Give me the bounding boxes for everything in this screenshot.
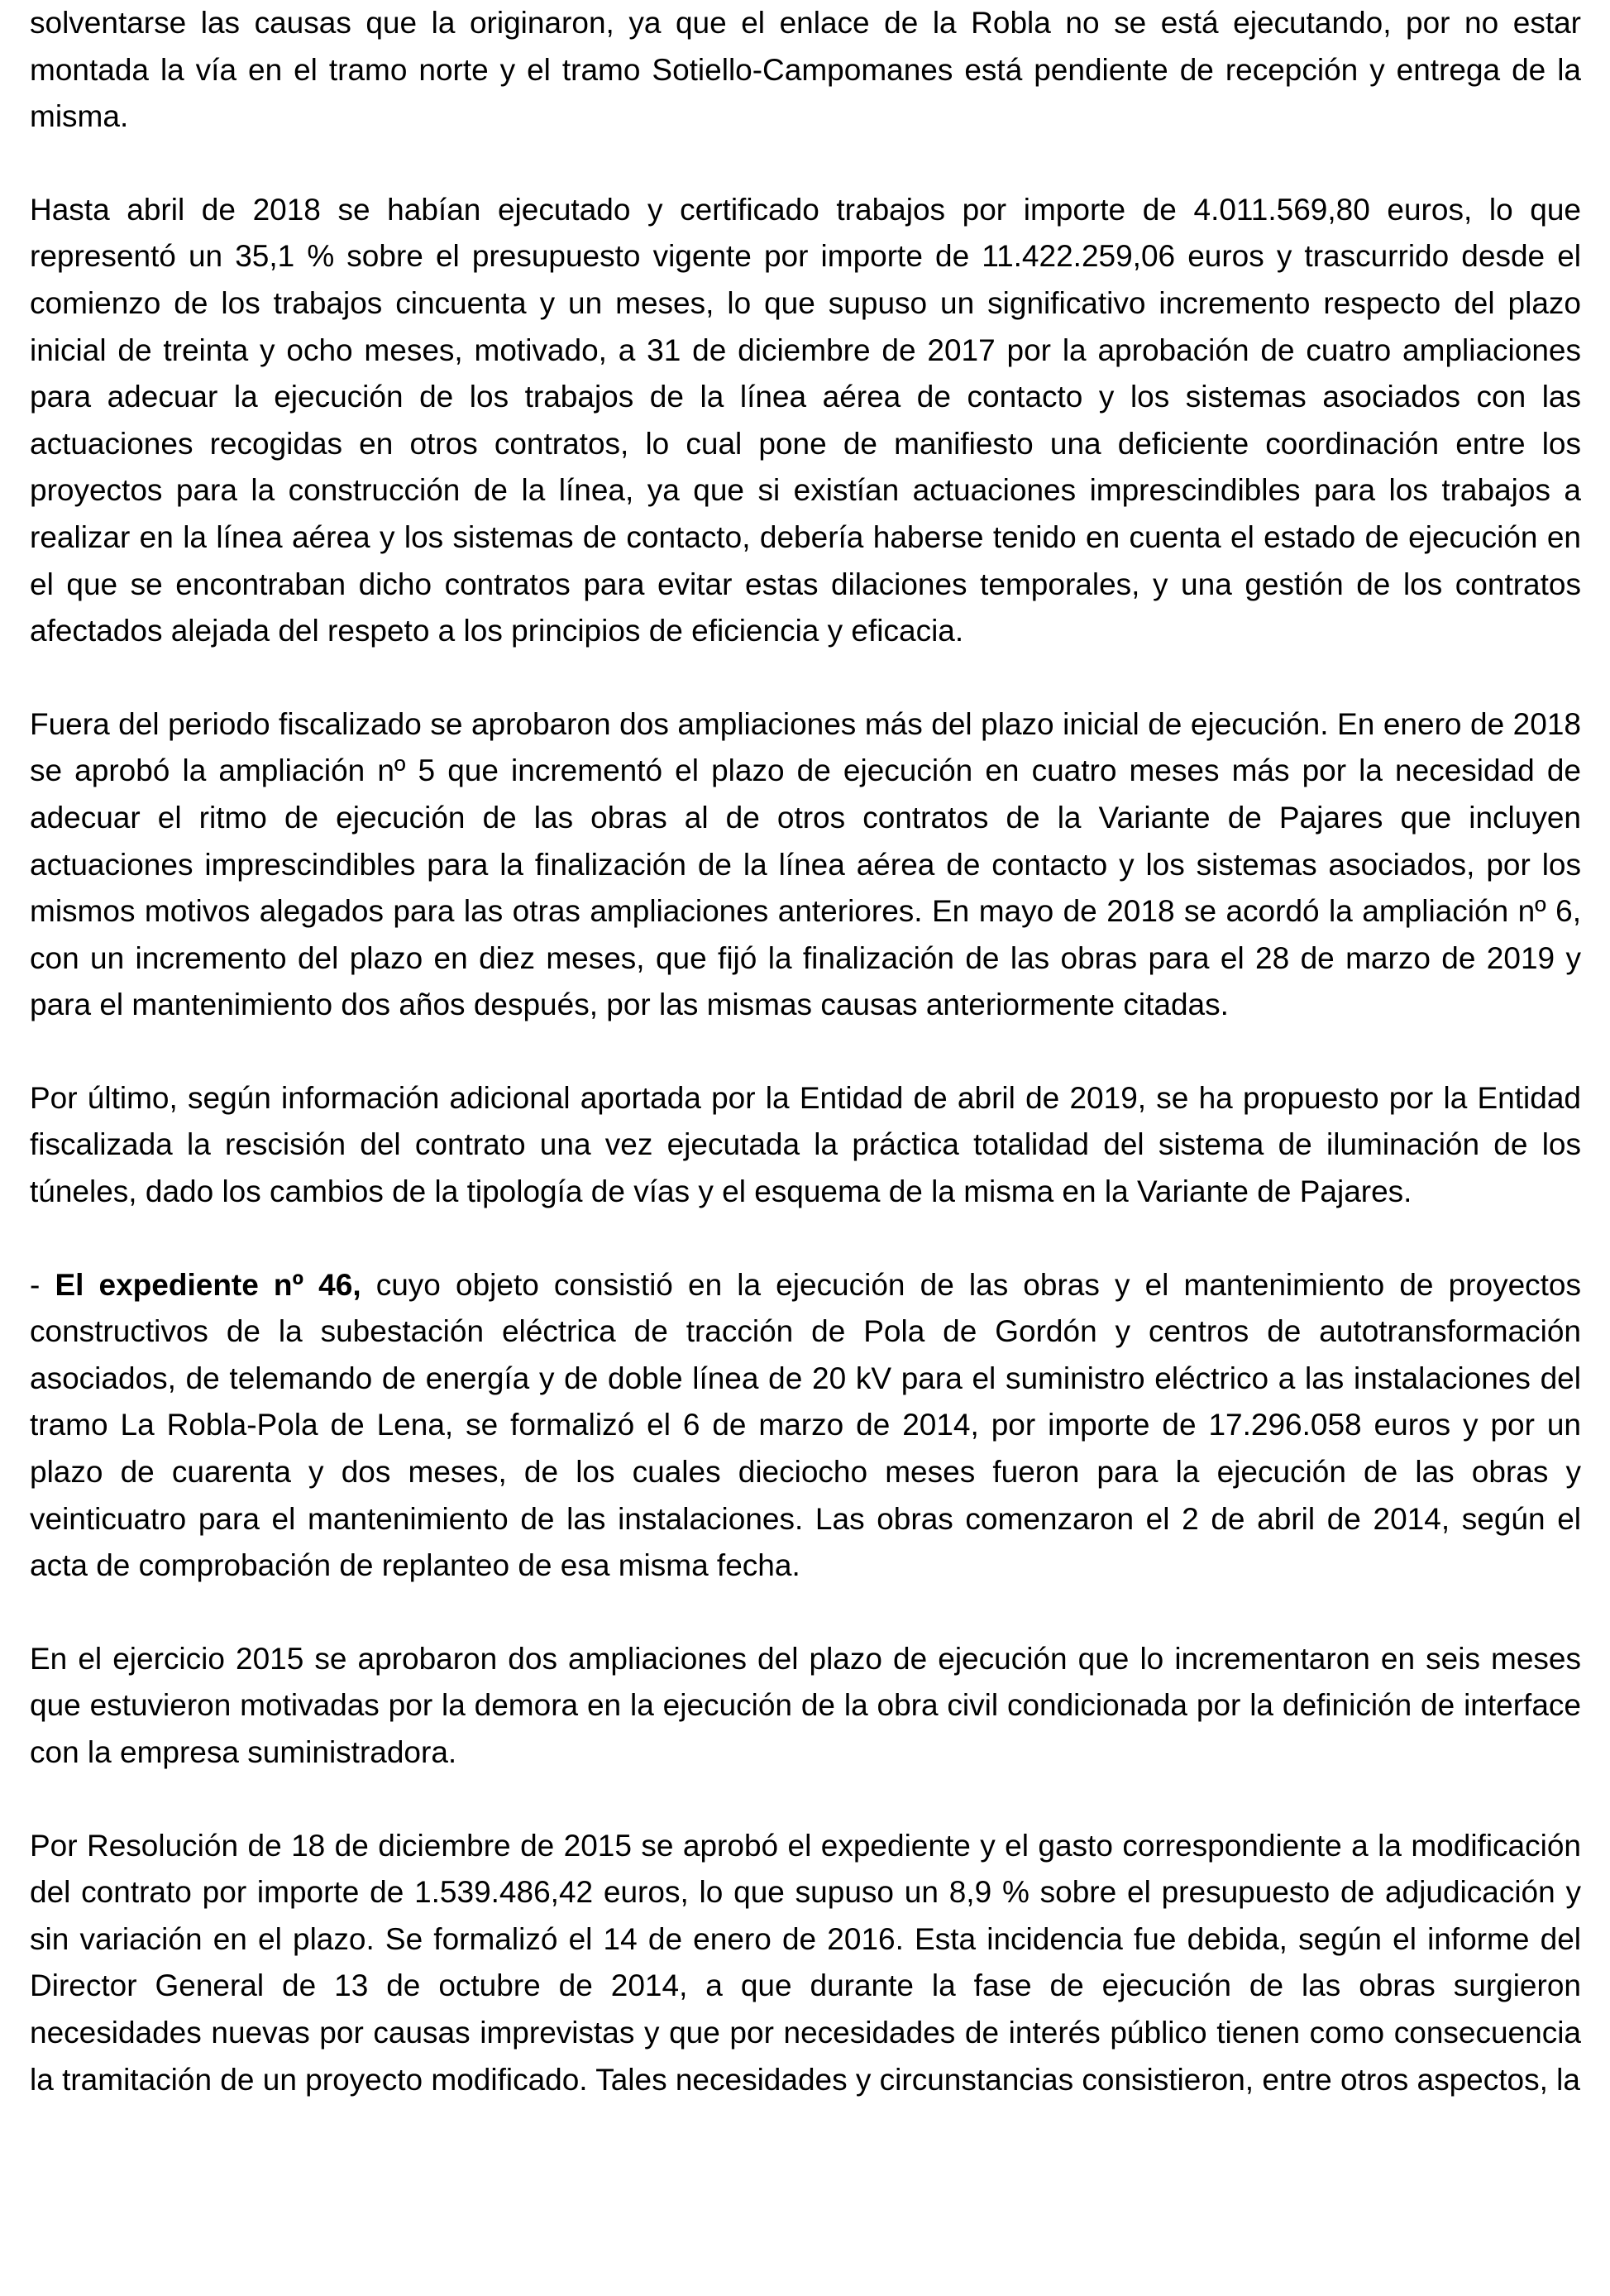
paragraph-gap <box>30 1029 1581 1075</box>
paragraph-6: En el ejercicio 2015 se aprobaron dos ampliaciones del plazo de ejecución que lo incrementaron en seis meses que estuvieron motivadas por la demora en la ejecución de la obra civil condicionada por la definición de interface con la empresa suministradora. <box>30 1641 1581 1769</box>
paragraph-7: Por Resolución de 18 de diciembre de 2015 se aprobó el expediente y el gasto correspondiente a la modificación del contrato por importe de 1.539.486,42 euros, lo que supuso un 8,9 % sobre el presupuesto de adjudicación y sin variación en el plazo. Se formalizó el 14 de enero de 2016. Esta incidencia fue debida, según el informe del Director General de 13 de octubre de 2014, a que durante la fase de ejecución de las obras surgieron necesidades nuevas por causas imprevistas y que por necesidades de interés público tienen como consecuencia la tramitación de un proyecto modificado. Tales necesidades y circunstancias consistieron, entre otros aspectos, la <box>30 1828 1581 2097</box>
paragraph-gap <box>30 1216 1581 1262</box>
paragraph-4: Por último, según información adicional aportada por la Entidad de abril de 2019, se ha propuesto por la Entidad fiscalizada la rescisión del contrato una vez ejecutada la práctica totalidad del sistema de iluminación de los túneles, dado los cambios de la tipología de vías y el esquema de la misma en la Variante de Pajares. <box>30 1080 1581 1209</box>
paragraph-1: solventarse las causas que la originaron, ya que el enlace de la Robla no se está ejecutando, por no estar montada la vía en el tramo norte y el tramo Sotiello-Campomanes está pendiente de recepción y entrega de la misma. <box>30 6 1581 134</box>
paragraph-5-body: cuyo objeto consistió en la ejecución de las obras y el mantenimiento de proyectos constructivos de la subestación eléctrica de tracción de Pola de Gordón y centros de autotransformación asociados, de telemando de energía y de doble línea de 20 kV para el suministro eléctrico a las instalaciones del tramo La Robla-Pola de Lena, se formalizó el 6 de marzo de 2014, por importe de 17.296.058 euros y por un plazo de cuarenta y dos meses, de los cuales dieciocho meses fueron para la ejecución de las obras y veinticuatro para el mantenimiento de las instalaciones. Las obras comenzaron el 2 de abril de 2014, según el acta de comprobación de replanteo de esa misma fecha. <box>30 1267 1582 1583</box>
document-page <box>30 0 1581 2103</box>
paragraph-gap <box>30 655 1581 701</box>
expediente-heading: El expediente nº 46, <box>55 1267 361 1302</box>
paragraph-gap <box>30 1590 1581 1636</box>
paragraph-3: Fuera del periodo fiscalizado se aprobaron dos ampliaciones más del plazo inicial de ejecución. En enero de 2018 se aprobó la ampliación nº 5 que incrementó el plazo de ejecución en cuatro meses más por la necesidad de adecuar el ritmo de ejecución de las obras al de otros contratos de la Variante de Pajares que incluyen actuaciones imprescindibles para la finalización de la línea aérea de contacto y los sistemas asociados, por los mismos motivos alegados para las otras ampliaciones anteriores. En mayo de 2018 se acordó la ampliación nº 6, con un incremento del plazo en diez meses, que fijó la finalización de las obras para el 28 de marzo de 2019 y para el mantenimiento dos años después, por las mismas causas anteriormente citadas. <box>30 706 1581 1022</box>
paragraph-2: Hasta abril de 2018 se habían ejecutado y certificado trabajos por importe de 4.011.569,80 euros, lo que representó un 35,1 % sobre el presupuesto vigente por importe de 11.422.259,06 euros y trascurrido desde el comienzo de los trabajos cincuenta y un meses, lo que supuso un significativo incremento respecto del plazo inicial de treinta y ocho meses, motivado, a 31 de diciembre de 2017 por la aprobación de cuatro ampliaciones para adecuar la ejecución de los trabajos de la línea aérea de contacto y los sistemas asociados con las actuaciones recogidas en otros contratos, lo cual pone de manifiesto una deficiente coordinación entre los proyectos para la construcción de la línea, ya que si existían actuaciones imprescindibles para los trabajos a realizar en la línea aérea y los sistemas de contacto, debería haberse tenido en cuenta el estado de ejecución en el que se encontraban dicho contratos para evitar estas dilaciones temporales, y una gestión de los contratos afectados alejada del respeto a los principios de eficiencia y eficacia. <box>30 192 1581 648</box>
paragraph-5 <box>30 1262 1581 1590</box>
paragraph-gap <box>30 1777 1581 1823</box>
paragraph-gap <box>30 141 1581 187</box>
list-dash: - <box>30 1267 55 1302</box>
